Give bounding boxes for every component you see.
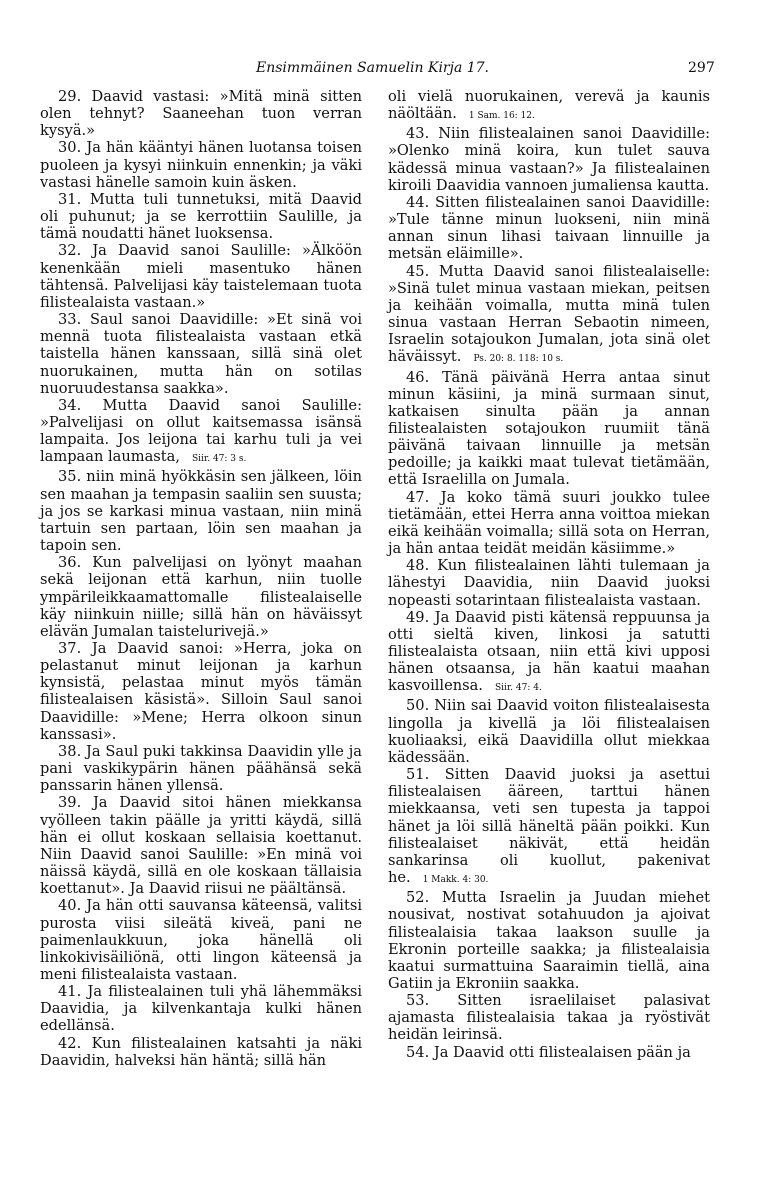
verse-text: 33. Saul sanoi Daavidille: »Et sinä voi mennä tuota filistealaista vastaan etkä taistella hänen kanssaan, sillä sinä olet nuorukainen, mutta hän on sotilas nuoruudestansa saakka». bbox=[40, 311, 362, 397]
verse-text: 43. Niin filistealainen sanoi Daavidille: »Olenko minä koira, kun tulet sauva kädessä minua vastaan?» Ja filistealainen kiroili Daavidia vannoen jumaliensa kautta. bbox=[388, 125, 710, 194]
verse bbox=[40, 242, 362, 311]
verse bbox=[388, 88, 710, 125]
cross-reference: 1 Makk. 4: 30. bbox=[422, 875, 489, 886]
verse-text: 38. Ja Saul puki takkinsa Daavidin ylle ja pani vaskikypärin hänen päähänsä sekä panssarin hänen yllensä. bbox=[40, 742, 362, 795]
verse-text: 29. Daavid vastasi: »Mitä minä sitten olen tehnyt? Saaneehan tuon verran kysyä.» bbox=[40, 88, 362, 140]
verse-text: 37. Ja Daavid sanoi: »Herra, joka on pelastanut minut leijonan ja karhun kynsistä, pelastaa minut myös tämän filistealaisen käsistä». Silloin Saul sanoi Daavidille: »Mene; Herra olkoon sinun kanssasi». bbox=[40, 640, 362, 743]
verse-text: 30. Ja hän kääntyi hänen luotansa toisen puoleen ja kysyi niinkuin ennenkin; ja väki vastasi hänelle samoin kuin äsken. bbox=[40, 139, 362, 191]
verse bbox=[40, 468, 362, 554]
verse-text: 49. Ja Daavid pisti kätensä reppuunsa ja otti sieltä kiven, linkosi ja satutti filistealaista otsaan, niin että kivi upposi hänen otsaansa, ja hän kaatui maahan kasvoillensa. bbox=[388, 608, 710, 695]
verse-text: 53. Sitten israelilaiset palasivat ajamasta filistealaisia takaa ja ryöstivät heidän leirinsä. bbox=[388, 992, 710, 1044]
page-number: 297 bbox=[688, 60, 715, 76]
verse-text: 41. Ja filistealainen tuli yhä lähemmäksi Daavidia, ja kilvenkantaja kulki hänen edellänsä. bbox=[40, 983, 362, 1035]
verse-text: 32. Ja Daavid sanoi Saulille: »Älköön kenenkään mieli masentuko hänen tähtensä. Palvelijasi käy taistelemaan tuota filistealaista vastaan.» bbox=[40, 242, 362, 311]
verse bbox=[388, 766, 710, 889]
verse bbox=[388, 1044, 710, 1061]
verse bbox=[388, 992, 710, 1043]
verse bbox=[40, 897, 362, 983]
verse-text: 52. Mutta Israelin ja Juudan miehet nousivat, nostivat sotahuudon ja ajoivat filistealaisia takaa laakson suulle ja Ekronin porteille saakka; ja filistealaisia kaatui surmattuina Saaraimin tiellä, aina Gatiin ja Ekroniin saakka. bbox=[388, 889, 710, 992]
verse bbox=[40, 397, 362, 469]
verse-text: 39. Ja Daavid sitoi hänen miekkansa vyölleen takin päälle ja yritti käydä, sillä hän ei ollut koskaan sellaisia koettanut. Niin Daavid sanoi Saulille: »En minä voi näissä käydä, sillä en ole koskaan tällaisia koettanut». Ja Daavid riisui ne päältänsä. bbox=[40, 794, 362, 898]
left-column bbox=[40, 88, 362, 1069]
verse-text: 51. Sitten Daavid juoksi ja asettui filistealaisen ääreen, tarttui hänen miekkaansa, veti sen tupesta ja tappoi hänet ja löi sillä häneltä pään poikki. Kun filistealaiset näkivät, että heidän sankarinsa oli kuollut, pakenivat he. bbox=[388, 766, 710, 887]
verse bbox=[388, 557, 710, 608]
verse-text: 46. Tänä päivänä Herra antaa sinut minun käsiini, ja minä surmaan sinut, katkaisen sinulta pään ja annan filistealaisten sotajoukon ruumiit tänä päivänä taivaan linnuille ja metsän pedoille; ja kaikki maat tulevat tietämään, että Israelilla on Jumala. bbox=[388, 368, 710, 489]
verse-text: 48. Kun filistealainen lähti tulemaan ja lähestyi Daavidia, niin Daavid juoksi nopeasti sotarintaan filistealaista vastaan. bbox=[388, 557, 710, 609]
running-title: Ensimmäinen Samuelin Kirja 17. bbox=[256, 60, 490, 76]
verse-text: 42. Kun filistealainen katsahti ja näki Daavidin, halveksi hän häntä; sillä hän bbox=[40, 1034, 362, 1069]
verse bbox=[40, 1035, 362, 1069]
verse bbox=[388, 609, 710, 698]
page-header bbox=[0, 60, 784, 80]
verse-text: 45. Mutta Daavid sanoi filistealaiselle: »Sinä tulet minua vastaan miekan, peitsen ja keihään voimalla, mutta minä tulen sinua vastaan Herran Sebaotin nimeen, Israelin sotajoukon Jumalan, jota sinä olet häväissyt. bbox=[388, 262, 710, 366]
cross-reference: Ps. 20: 8. 118: 10 s. bbox=[473, 354, 564, 365]
verse bbox=[40, 311, 362, 397]
verse bbox=[40, 139, 362, 190]
verse-text: 50. Niin sai Daavid voiton filistealaisesta lingolla ja kivellä ja löi filistealaisen kuoliaaksi, eikä Daavidilla ollut miekkaa kädessään. bbox=[388, 697, 710, 766]
verse-text: 44. Sitten filistealainen sanoi Daavidille: »Tule tänne minun luokseni, niin minä annan sinun lihasi taivaan linnuille ja metsän eläimille». bbox=[388, 193, 710, 263]
verse bbox=[40, 191, 362, 242]
verse-text: 31. Mutta tuli tunnetuksi, mitä Daavid oli puhunut; ja se kerrottiin Saulille, ja tämä noudatti hänet luoksensa. bbox=[40, 190, 362, 243]
verse-text: 34. Mutta Daavid sanoi Saulille: »Palvelijasi on ollut kaitsemassa isänsä lampaita. Jos leijona tai karhu tuli ja vei lampaan laumasta, bbox=[40, 396, 362, 466]
verse bbox=[388, 697, 710, 766]
verse-text: 35. niin minä hyökkäsin sen jälkeen, löin sen maahan ja tempasin saaliin sen suusta; ja jos se karkasi minua vastaan, niin minä tartuin sen partaan, löin sen maahan ja tapoin sen. bbox=[40, 468, 362, 555]
verse bbox=[40, 640, 362, 743]
verse bbox=[40, 983, 362, 1034]
verse-text: 54. Ja Daavid otti filistealaisen pään ja bbox=[406, 1043, 691, 1061]
verse bbox=[388, 194, 710, 263]
verse-text: 40. Ja hän otti sauvansa käteensä, valitsi purosta viisi sileätä kiveä, pani ne paimenlaukkuun, joka hänellä oli linkokivisäiliönä, otti lingon käteensä ja meni filistealaista vastaan. bbox=[40, 897, 362, 983]
verse bbox=[388, 489, 710, 558]
cross-reference: Siir. 47: 3 s. bbox=[192, 454, 247, 465]
verse bbox=[40, 554, 362, 640]
right-column bbox=[388, 88, 710, 1061]
verse bbox=[40, 794, 362, 897]
verse-text: 36. Kun palvelijasi on lyönyt maahan sekä leijonan että karhun, niin tuolle ympärileikkaamattomalle filistealaiselle käy niinkuin niille; sillä hän on häväissyt elävän Jumalan taistelurivejä.» bbox=[40, 554, 362, 640]
verse-text: oli vielä nuorukainen, verevä ja kaunis näöltään. bbox=[388, 88, 710, 123]
verse bbox=[388, 263, 710, 369]
verse bbox=[40, 743, 362, 794]
verse bbox=[388, 125, 710, 194]
verse bbox=[388, 369, 710, 489]
verse-text: 47. Ja koko tämä suuri joukko tulee tietämään, ettei Herra anna voittoa miekan eikä keihään voimalla; sillä sota on Herran, ja hän antaa teidät meidän käsiimme.» bbox=[388, 488, 710, 558]
verse bbox=[40, 88, 362, 139]
cross-reference: 1 Sam. 16: 12. bbox=[468, 111, 535, 122]
verse bbox=[388, 889, 710, 992]
cross-reference: Siir. 47: 4. bbox=[494, 683, 542, 694]
